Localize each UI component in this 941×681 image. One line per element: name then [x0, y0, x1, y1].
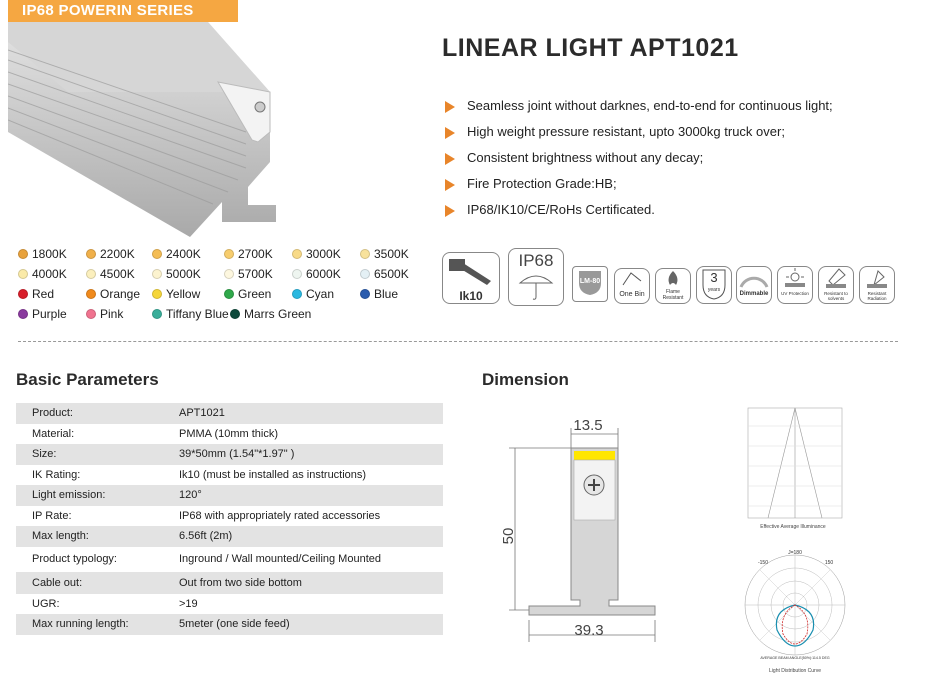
one-bin-badge: One Bin [614, 268, 650, 304]
dimmer-icon [737, 267, 771, 289]
color-label: Green [238, 287, 272, 301]
color-chip [152, 244, 201, 264]
color-swatch [224, 249, 234, 259]
table-row [16, 444, 443, 465]
color-swatch [152, 289, 162, 299]
param-key: Product typology: [32, 552, 117, 565]
color-label: Marrs Green [244, 307, 312, 321]
lm80-badge: LM-80 [572, 266, 608, 302]
beam-angle-label: AVERAGE BEAM ANGLE(50%):114.5 DEG [760, 656, 830, 660]
flask-icon [819, 267, 853, 289]
param-value: APT1021 [179, 407, 225, 419]
color-chip [18, 264, 67, 284]
color-label: 4000K [32, 267, 67, 281]
flame-icon [656, 269, 690, 287]
chip-row [18, 304, 428, 324]
bullet-arrow-icon [445, 127, 455, 139]
umbrella-icon [516, 271, 556, 301]
chip-row [18, 284, 428, 304]
param-key: Material: [32, 427, 75, 440]
chip-row [18, 264, 428, 284]
table-row [16, 547, 443, 572]
color-chip [224, 284, 271, 304]
bullet-arrow-icon [445, 205, 455, 217]
bullet-arrow-icon [445, 179, 455, 191]
dimension-heading: Dimension [482, 370, 569, 389]
list-item: Fire Protection Grade:HB; [443, 174, 923, 200]
param-key: Light emission: [32, 489, 106, 501]
color-label: 3500K [374, 247, 409, 261]
color-chip [292, 284, 334, 304]
color-chip [86, 284, 140, 304]
led-strip [574, 451, 615, 460]
color-chip [86, 264, 135, 284]
param-value: 39*50mm (1.54"*1.97" ) [179, 448, 295, 460]
param-key: IK Rating: [32, 468, 81, 481]
color-label: 5700K [238, 267, 273, 281]
list-item: Seamless joint without darknes, end-to-end for continuous light; [443, 96, 923, 122]
certification-icons [442, 248, 902, 308]
param-value: IP68 with appropriately rated accessories [179, 509, 381, 522]
table-row [16, 526, 443, 547]
hammer-icon [443, 253, 499, 287]
ip68-badge: IP68 [508, 248, 564, 306]
param-value: PMMA (10mm thick) [179, 427, 279, 440]
color-chip [152, 284, 200, 304]
color-swatch [86, 289, 96, 299]
color-label: 4500K [100, 267, 135, 281]
param-value: Inground / Wall mounted/Ceiling Mounted [179, 552, 381, 565]
polar-right-label: 150 [824, 560, 834, 566]
dimension-drawing [495, 410, 665, 642]
color-chip [152, 264, 201, 284]
color-chip [292, 244, 341, 264]
bottom-width-label: 39.3 [574, 622, 604, 639]
illuminance-caption: Effective Average Illuminance [760, 524, 826, 530]
chip-row [18, 244, 428, 264]
color-swatch [224, 269, 234, 279]
color-chip [86, 304, 123, 324]
color-swatch [292, 269, 302, 279]
color-swatch [152, 269, 162, 279]
color-label: Cyan [306, 287, 335, 301]
dimmable-badge: Dimmable [736, 266, 772, 304]
color-swatch [292, 289, 302, 299]
led-bin-icon [615, 269, 649, 289]
list-item: Consistent brightness without any decay; [443, 148, 923, 174]
color-chip [18, 284, 54, 304]
list-item: IP68/IK10/CE/RoHs Certificated. [443, 200, 923, 226]
table-row [16, 485, 443, 506]
color-swatch [224, 289, 234, 299]
color-label: 1800K [32, 247, 67, 261]
param-value: 6.56ft (2m) [179, 530, 233, 542]
color-label: Yellow [166, 287, 201, 301]
table-row [16, 594, 443, 615]
color-label: Blue [374, 287, 399, 301]
sun-icon [778, 267, 812, 289]
polar-top-label: J=180 [788, 550, 802, 556]
radiation-badge: Resistant Radiation [859, 266, 895, 304]
basic-parameters-heading: Basic Parameters [16, 370, 159, 389]
color-label: Red [32, 287, 55, 301]
param-key: Max length: [32, 530, 89, 542]
flame-badge: Flame Resistant [655, 268, 691, 304]
table-row [16, 506, 443, 527]
beam-edge [768, 408, 795, 518]
table-row [16, 424, 443, 445]
color-label: Purple [32, 307, 67, 321]
solvents-badge: Resistant to solvents [818, 266, 854, 304]
color-label: 2400K [166, 247, 201, 261]
bullet-arrow-icon [445, 153, 455, 165]
height-label: 50 [500, 527, 517, 545]
param-key: IP Rate: [32, 509, 72, 522]
table-row [16, 614, 443, 635]
color-label: 2200K [100, 247, 135, 261]
param-value: 5meter (one side feed) [179, 618, 290, 630]
color-label: Pink [100, 307, 124, 321]
color-swatch [18, 269, 28, 279]
color-label: 3000K [306, 247, 341, 261]
param-value: Ik10 (must be installed as instructions) [179, 468, 367, 481]
color-swatch [360, 249, 370, 259]
param-value: 120° [179, 489, 202, 501]
color-label: 5000K [166, 267, 201, 281]
table-row [16, 465, 443, 486]
parameter-table [16, 403, 443, 635]
uv-badge: UV Protection [777, 266, 813, 304]
color-chip [360, 284, 398, 304]
product-image [8, 22, 308, 237]
bullet-arrow-icon [445, 101, 455, 113]
list-item: High weight pressure resistant, upto 3000kg truck over; [443, 122, 923, 148]
color-chip [18, 304, 67, 324]
color-chip [152, 304, 229, 324]
param-key: Product: [32, 407, 73, 419]
param-key: Cable out: [32, 576, 83, 589]
color-swatch [360, 269, 370, 279]
color-swatch [86, 249, 96, 259]
param-key: UGR: [32, 597, 60, 610]
distribution-caption: Light Distribution Curve [769, 668, 821, 674]
color-swatch [152, 249, 162, 259]
color-chip [292, 264, 341, 284]
color-swatch [152, 309, 162, 319]
color-swatch [86, 269, 96, 279]
param-value: >19 [179, 597, 198, 610]
color-swatch [360, 289, 370, 299]
param-key: Max running length: [32, 618, 129, 630]
color-chip [360, 244, 409, 264]
polar-left-label: -150 [757, 560, 769, 566]
color-swatch [18, 309, 28, 319]
illuminance-diagram [728, 400, 858, 530]
light-distribution-chart [733, 550, 859, 676]
color-swatch [18, 289, 28, 299]
color-options [18, 244, 428, 324]
param-key: Size: [32, 448, 57, 460]
color-swatch [230, 309, 240, 319]
beam-edge [795, 408, 822, 518]
color-chip [230, 304, 311, 324]
color-chip [224, 244, 273, 264]
product-title: LINEAR LIGHT APT1021 [442, 34, 739, 62]
ik10-badge: Ik10 [442, 252, 500, 304]
color-swatch [18, 249, 28, 259]
feature-list [443, 96, 923, 226]
color-label: Orange [100, 287, 141, 301]
top-width-label: 13.5 [573, 417, 603, 434]
table-row [16, 572, 443, 594]
spray-icon [860, 267, 894, 289]
color-label: 2700K [238, 247, 273, 261]
series-banner: IP68 POWERIN SERIES [8, 0, 238, 22]
param-value: Out from two side bottom [179, 576, 302, 589]
color-chip [18, 244, 67, 264]
color-swatch [292, 249, 302, 259]
color-chip [224, 264, 273, 284]
section-divider [18, 341, 898, 342]
color-swatch [86, 309, 96, 319]
warranty-badge: 3 years [696, 266, 732, 304]
color-chip [360, 264, 409, 284]
color-label: 6500K [374, 267, 409, 281]
color-label: Tiffany Blue [166, 307, 229, 321]
color-label: 6000K [306, 267, 341, 281]
color-chip [86, 244, 135, 264]
table-row [16, 403, 443, 424]
